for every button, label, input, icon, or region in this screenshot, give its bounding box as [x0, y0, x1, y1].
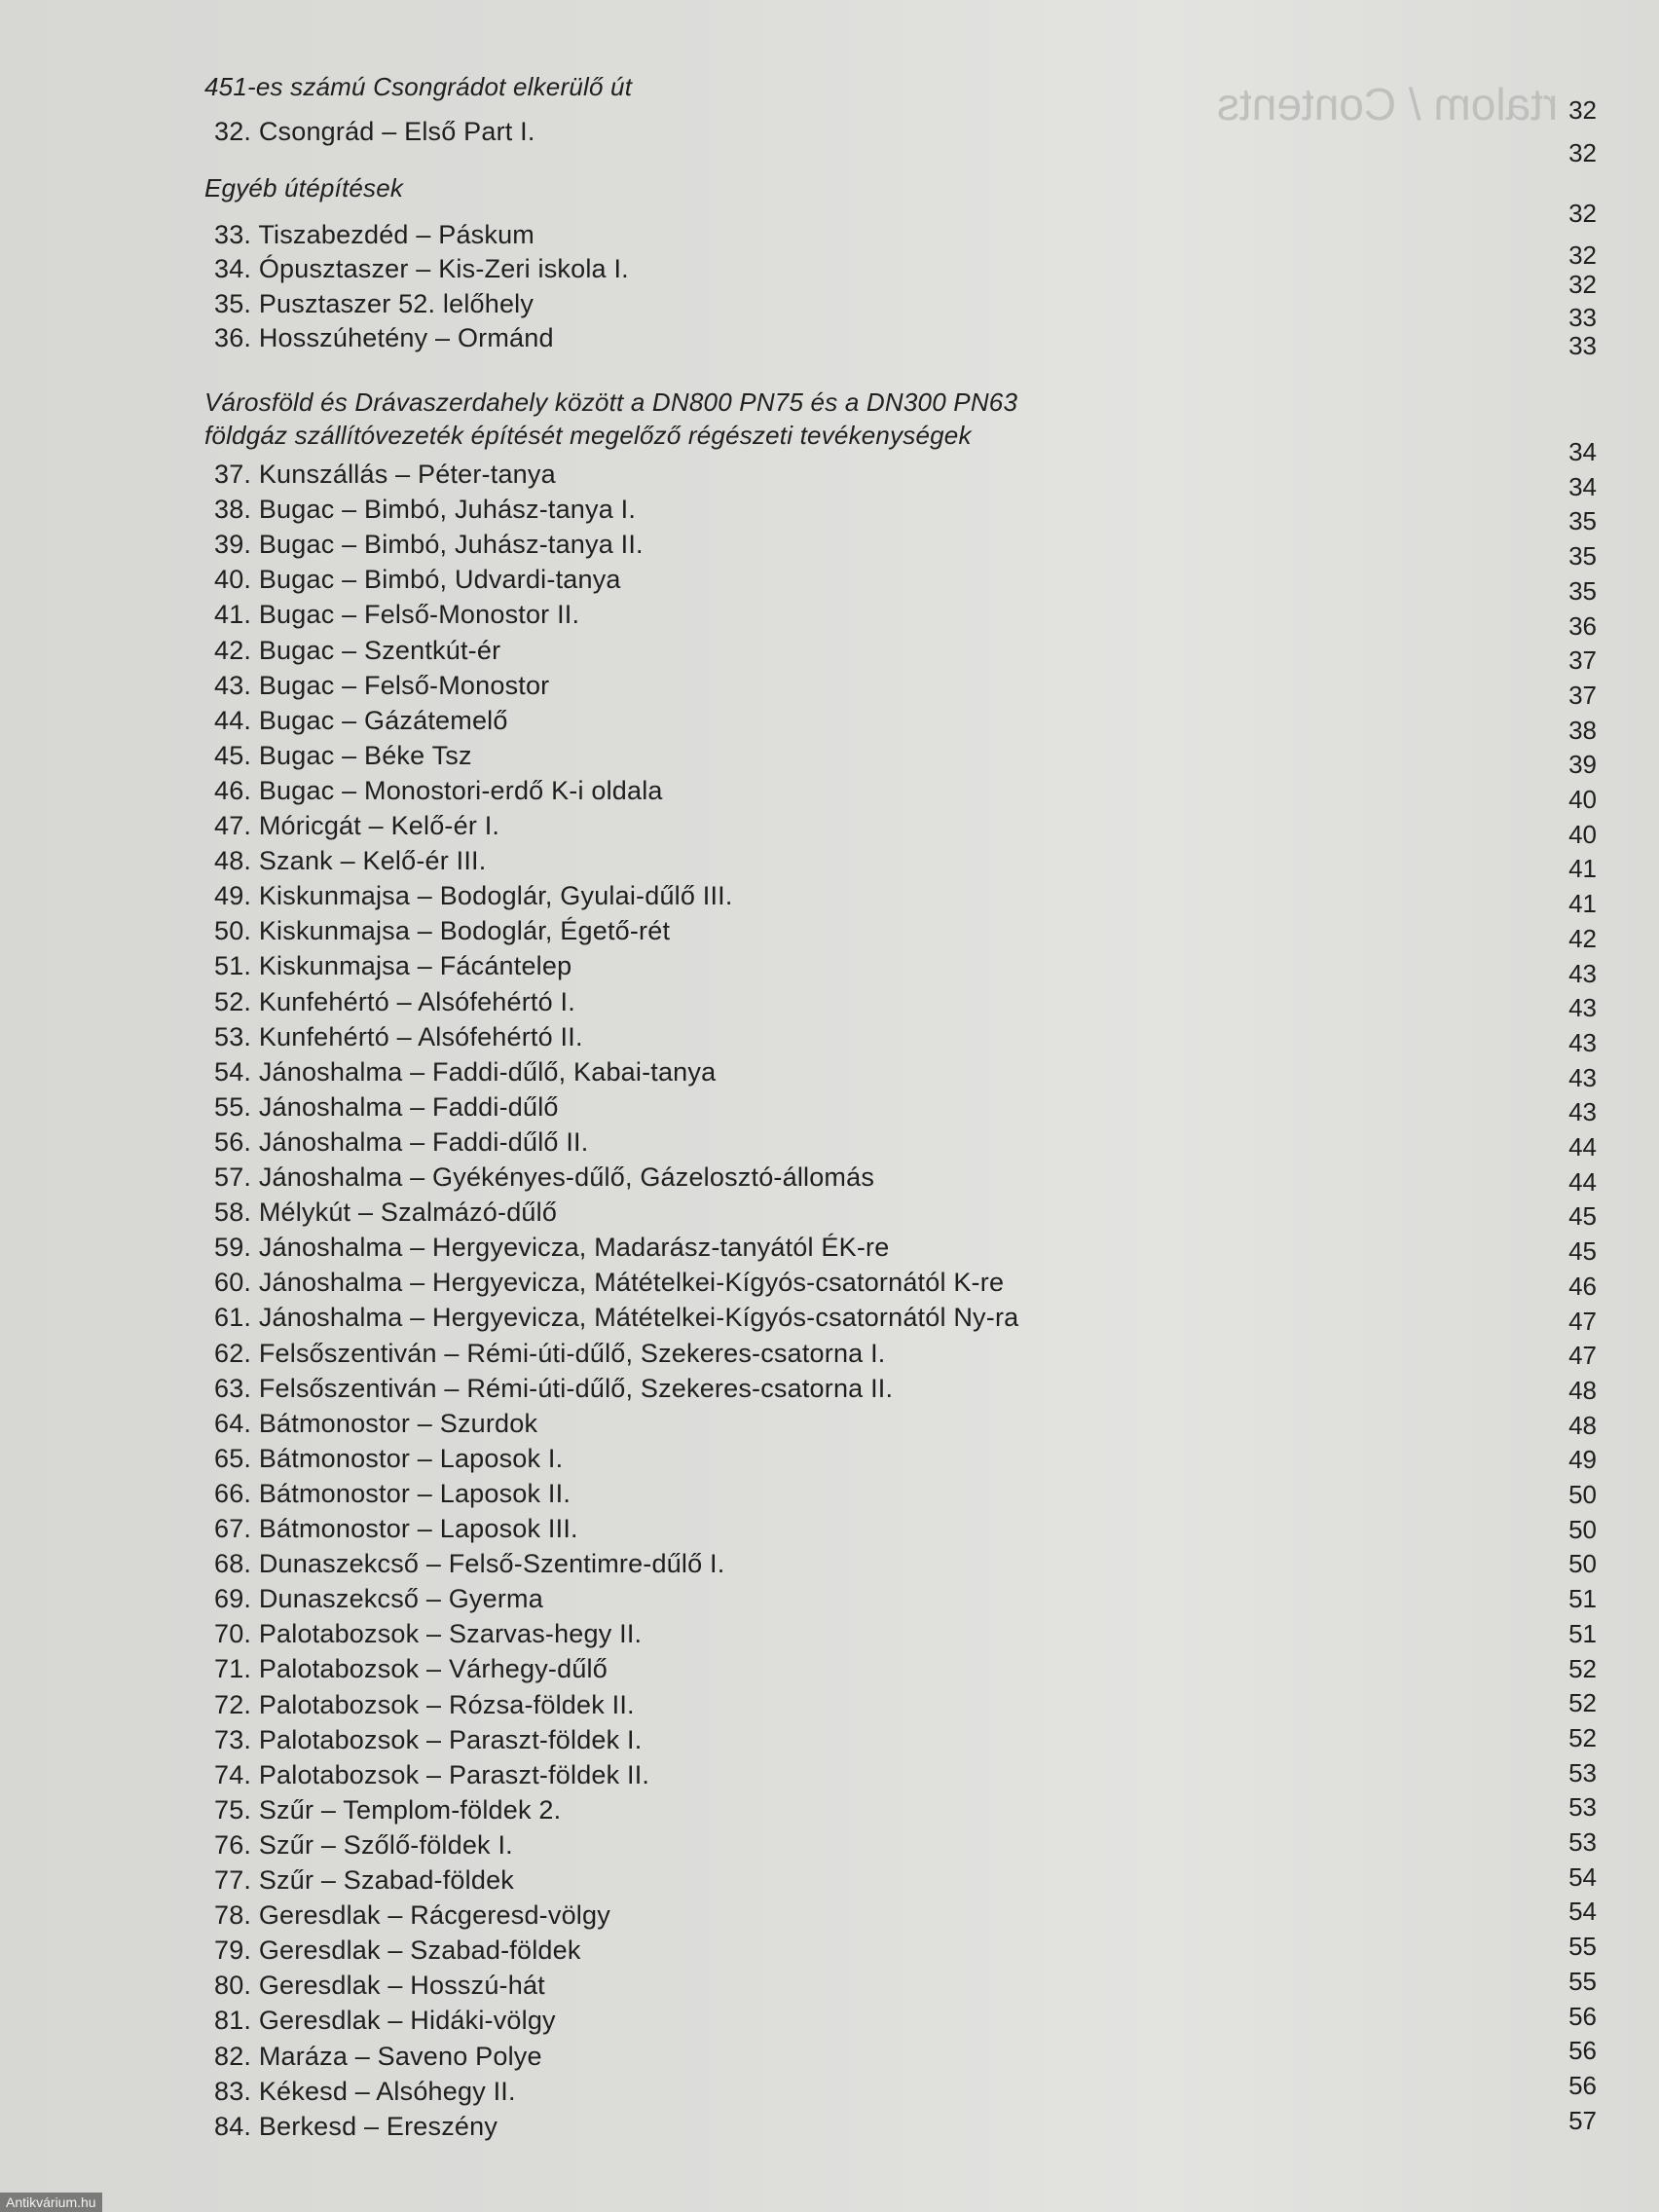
- page-number: 50: [1568, 1549, 1597, 1579]
- page-number: 56: [1568, 2001, 1597, 2031]
- toc-entry: 68. Dunaszekcső – Felső-Szentimre-dűlő I.: [214, 1549, 725, 1579]
- toc-entry: 61. Jánoshalma – Hergyevicza, Mátételkei-Kígyós-csatornától Ny-ra: [214, 1303, 1019, 1333]
- page-number: 42: [1568, 923, 1597, 953]
- toc-entry: 76. Szűr – Szőlő-földek I.: [214, 1829, 513, 1860]
- toc-entry: 35. Pusztaszer 52. lelőhely: [214, 289, 535, 318]
- toc-entry: 75. Szűr – Templom-földek 2.: [214, 1794, 562, 1825]
- watermark: Antikvárium.hu: [0, 2193, 102, 2212]
- toc-entry: 64. Bátmonostor – Szurdok: [214, 1408, 538, 1438]
- toc-entry: 60. Jánoshalma – Hergyevicza, Mátételkei-Kígyós-csatornától K-re: [214, 1268, 1005, 1298]
- page-number: 35: [1568, 575, 1597, 606]
- toc-entry: 66. Bátmonostor – Laposok II.: [214, 1478, 571, 1508]
- page-number: 43: [1568, 958, 1597, 988]
- toc-entry: 79. Geresdlak – Szabad-földek: [214, 1936, 581, 1966]
- page-number: 37: [1568, 645, 1597, 676]
- toc-entry: 41. Bugac – Felső-Monostor II.: [214, 600, 580, 630]
- toc-entry: 81. Geresdlak – Hidáki-völgy: [214, 2006, 556, 2036]
- page-number: 32: [1568, 138, 1597, 167]
- page-number: 38: [1568, 715, 1597, 745]
- page-number: 52: [1568, 1653, 1597, 1683]
- toc-entry: 37. Kunszállás – Péter-tanya: [214, 460, 556, 489]
- page-number: 40: [1568, 785, 1597, 814]
- page-number: 48: [1568, 1375, 1597, 1405]
- toc-entry: 51. Kiskunmajsa – Fácántelep: [214, 951, 572, 981]
- toc-entry: 48. Szank – Kelő-ér III.: [214, 846, 487, 876]
- toc-entry: 38. Bugac – Bimbó, Juhász-tanya I.: [214, 495, 637, 525]
- page-number: 43: [1568, 993, 1597, 1023]
- page-number: 32: [1568, 270, 1597, 299]
- toc-entry: 43. Bugac – Felső-Monostor: [214, 670, 550, 700]
- page-number: 36: [1568, 610, 1597, 641]
- toc-entry: 42. Bugac – Szentkút-ér: [214, 635, 501, 665]
- toc-entry: 39. Bugac – Bimbó, Juhász-tanya II.: [214, 530, 644, 560]
- page-number: 43: [1568, 1097, 1597, 1127]
- page-number: 32: [1568, 95, 1597, 125]
- toc-entry: 73. Palotabozsok – Paraszt-földek I.: [214, 1724, 643, 1754]
- page-number: 47: [1568, 1341, 1597, 1371]
- section-heading: földgáz szállítóvezeték építését megelőző régészeti tevékenységek: [204, 421, 972, 450]
- toc-entry: 65. Bátmonostor – Laposok I.: [214, 1443, 564, 1473]
- page-number: 53: [1568, 1792, 1597, 1823]
- page-number: 46: [1568, 1271, 1597, 1301]
- page-number: 45: [1568, 1236, 1597, 1267]
- page-number: 41: [1568, 854, 1597, 884]
- page-number: 50: [1568, 1514, 1597, 1544]
- toc-entry: 59. Jánoshalma – Hergyevicza, Madarász-tanyától ÉK-re: [214, 1233, 890, 1263]
- toc-entry: 49. Kiskunmajsa – Bodoglár, Gyulai-dűlő III.: [214, 881, 733, 911]
- toc-entry: 57. Jánoshalma – Gyékényes-dűlő, Gázelosztó-állomás: [214, 1162, 875, 1192]
- toc-entry: 84. Berkesd – Ereszény: [214, 2111, 498, 2141]
- toc-entry: 82. Maráza – Saveno Polye: [214, 2041, 542, 2071]
- toc-entry: 67. Bátmonostor – Laposok III.: [214, 1514, 578, 1543]
- toc-entry: 83. Kékesd – Alsóhegy II.: [214, 2076, 516, 2106]
- page-number: 37: [1568, 680, 1597, 710]
- toc-entry: 71. Palotabozsok – Várhegy-dűlő: [214, 1654, 608, 1684]
- toc-entry: 34. Ópusztaszer – Kis-Zeri iskola I.: [214, 254, 629, 283]
- toc-entry: 47. Móricgát – Kelő-ér I.: [214, 811, 500, 840]
- toc-entry: 78. Geresdlak – Rácgeresd-völgy: [214, 1900, 610, 1931]
- page-number: 41: [1568, 889, 1597, 919]
- page-number: 33: [1568, 303, 1597, 332]
- page-number: 45: [1568, 1201, 1597, 1232]
- toc-entry: 32. Csongrád – Első Part I.: [214, 117, 535, 146]
- page-number: 55: [1568, 1966, 1597, 1996]
- toc-entry: 40. Bugac – Bimbó, Udvardi-tanya: [214, 565, 621, 595]
- toc-entry: 58. Mélykút – Szalmázó-dűlő: [214, 1198, 558, 1228]
- page-number: 34: [1568, 437, 1597, 466]
- toc-entry: 74. Palotabozsok – Paraszt-földek II.: [214, 1759, 650, 1789]
- page-number: 49: [1568, 1445, 1597, 1475]
- show-through-title: rtalom / Contents: [1217, 79, 1559, 129]
- page-number: 52: [1568, 1722, 1597, 1752]
- page-number: 44: [1568, 1166, 1597, 1197]
- page-number: 32: [1568, 240, 1597, 270]
- page-number: 39: [1568, 750, 1597, 780]
- page-number: 34: [1568, 471, 1597, 501]
- page-number: 33: [1568, 331, 1597, 360]
- page-number: 43: [1568, 1062, 1597, 1092]
- page-number: 51: [1568, 1618, 1597, 1648]
- page-number: 48: [1568, 1410, 1597, 1440]
- toc-entry: 56. Jánoshalma – Faddi-dűlő II.: [214, 1126, 589, 1157]
- toc-entry: 63. Felsőszentiván – Rémi-úti-dűlő, Szekeres-csatorna II.: [214, 1373, 894, 1403]
- toc-entry: 72. Palotabozsok – Rózsa-földek II.: [214, 1689, 635, 1719]
- toc-entry: 50. Kiskunmajsa – Bodoglár, Égető-rét: [214, 916, 671, 946]
- section-heading: Egyéb útépítések: [204, 173, 404, 203]
- page-number: 54: [1568, 1897, 1597, 1927]
- toc-entry: 80. Geresdlak – Hosszú-hát: [214, 1971, 545, 2001]
- toc-entry: 45. Bugac – Béke Tsz: [214, 740, 472, 770]
- section-heading: Városföld és Drávaszerdahely között a DN800 PN75 és a DN300 PN63: [204, 387, 1018, 417]
- page-number: 53: [1568, 1827, 1597, 1857]
- page-number: 44: [1568, 1132, 1597, 1161]
- page-number: 57: [1568, 2105, 1597, 2135]
- toc-entry: 70. Palotabozsok – Szarvas-hegy II.: [214, 1619, 643, 1649]
- page-number: 43: [1568, 1027, 1597, 1057]
- page-number: 40: [1568, 819, 1597, 849]
- page-number: 55: [1568, 1932, 1597, 1962]
- toc-entry: 54. Jánoshalma – Faddi-dűlő, Kabai-tanya: [214, 1056, 717, 1087]
- toc-entry: 52. Kunfehértó – Alsófehértó I.: [214, 986, 575, 1016]
- page-number: 32: [1568, 199, 1597, 228]
- toc-entry: 69. Dunaszekcső – Gyerma: [214, 1584, 543, 1614]
- page-number: 53: [1568, 1757, 1597, 1788]
- page-number: 35: [1568, 506, 1597, 536]
- page-number: 51: [1568, 1584, 1597, 1614]
- page-number: 47: [1568, 1306, 1597, 1336]
- toc-entry: 36. Hosszúhetény – Ormánd: [214, 323, 554, 352]
- toc-entry: 33. Tiszabezdéd – Páskum: [214, 220, 535, 249]
- toc-entry: 46. Bugac – Monostori-erdő K-i oldala: [214, 775, 663, 805]
- section-heading: 451-es számú Csongrádot elkerülő út: [204, 72, 633, 101]
- toc-entry: 62. Felsőszentiván – Rémi-úti-dűlő, Szekeres-csatorna I.: [214, 1338, 886, 1368]
- toc-entry: 77. Szűr – Szabad-földek: [214, 1865, 514, 1895]
- toc-entry: 53. Kunfehértó – Alsófehértó II.: [214, 1021, 583, 1051]
- page-number: 52: [1568, 1688, 1597, 1718]
- page-number: 54: [1568, 1862, 1597, 1892]
- toc-entry: 55. Jánoshalma – Faddi-dűlő: [214, 1091, 559, 1122]
- page-number: 56: [1568, 2036, 1597, 2066]
- page-number: 35: [1568, 541, 1597, 571]
- toc-entry: 44. Bugac – Gázátemelő: [214, 705, 508, 735]
- page-number: 56: [1568, 2070, 1597, 2100]
- page-number: 50: [1568, 1480, 1597, 1509]
